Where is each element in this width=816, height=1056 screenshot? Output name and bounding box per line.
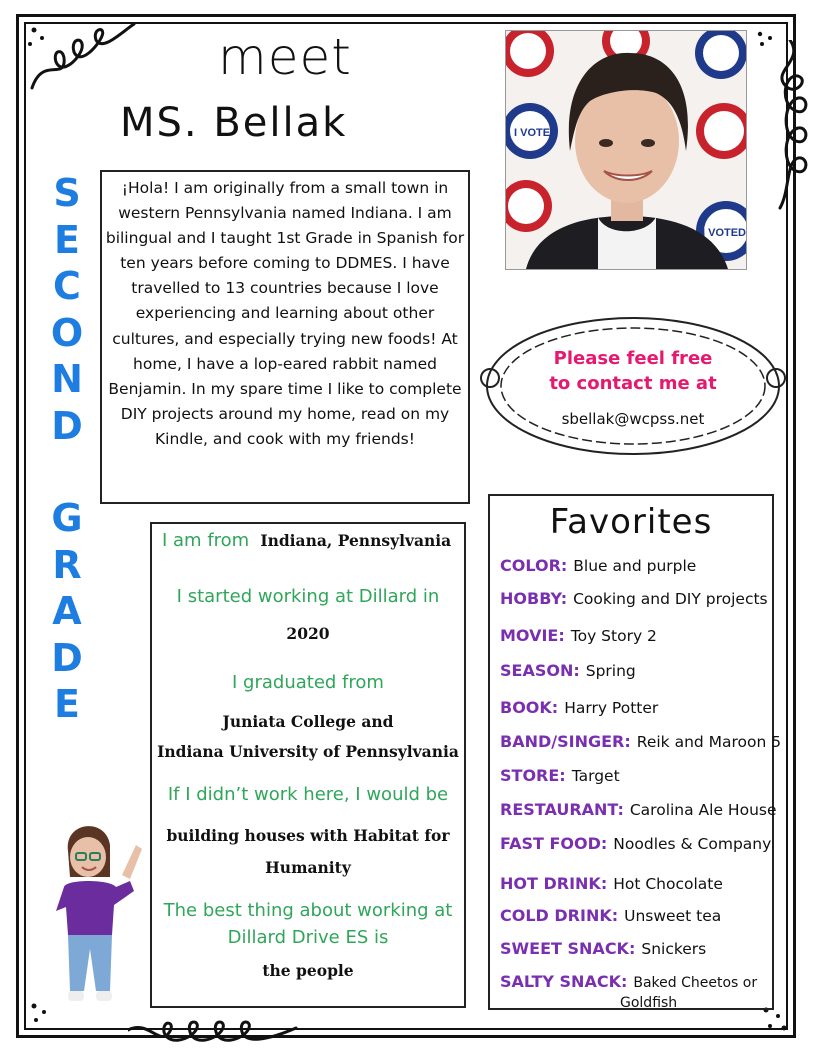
favorites-title: Favorites [549,502,713,542]
favorite-value: Snickers [641,940,707,958]
banner-letter: E [54,682,80,726]
banner-letter: S [53,171,81,215]
favorite-value: Blue and purple [573,557,697,575]
favorite-item [500,766,620,785]
favorite-value: Spring [585,662,636,680]
favorites-box [488,494,782,1011]
favorite-label: SALTY SNACK: [500,972,628,991]
fact-started-answer: 2020 [286,624,330,643]
portrait-illustration [506,31,746,269]
favorite-value: Noodles & Company [613,835,772,853]
favorite-label: SEASON: [500,661,580,680]
favorite-label: COLOR: [500,556,568,575]
bitmoji-avatar [50,815,142,1015]
favorite-label: RESTAURANT: [500,800,624,819]
banner-letter: D [51,403,83,448]
favorite-label: HOT DRINK: [500,874,608,893]
banner-letter: A [52,589,82,633]
teacher-photo [505,30,747,270]
fact-from [162,530,474,551]
favorite-item [500,698,658,717]
contact-heading [480,346,786,396]
banner-letter: R [52,542,82,587]
banner-letter: O [50,310,84,355]
teacher-name-heading: MS. Bellak [120,100,348,146]
loop-doodle-top-left [22,18,142,98]
bio-paragraph: ¡Hola! I am originally from a small town in western Pennsylvania named Indiana. I am bilingual and I taught 1st Grade in Spanish for ten years before coming to DDMES. I have travelled to 13 countries because I love experiencing and learning about other cultures, and especially trying new foods! At home, I have a lop-eared rabbit named Benjamin. In my spare time I like to complete DIY projects around my home, read on my Kindle, and cook with my friends! [100,170,470,504]
banner-letter: E [54,217,80,262]
favorite-item [500,972,757,991]
favorite-value: Cooking and DIY projects [573,590,768,608]
fact-best-prompt-1: The best thing about working at [163,900,453,921]
poster-text: I VOTED [514,127,559,139]
fact-alt-prompt: If I didn’t work here, I would be [167,784,449,805]
loop-doodle-right [770,40,814,210]
favorite-item-continued [620,992,677,1011]
favorite-label: MOVIE: [500,626,565,645]
favorite-item [500,906,721,925]
favorite-label: BOOK: [500,698,559,717]
fact-started-prompt: I started working at Dillard in [176,586,440,607]
favorite-item [500,556,696,575]
favorite-item [500,589,768,608]
favorite-value: Harry Potter [564,699,659,717]
favorite-item [500,661,636,680]
favorite-value: Target [571,767,620,785]
favorite-value: Hot Chocolate [613,875,723,893]
banner-letter: G [51,496,83,540]
favorite-label: BAND/SINGER: [500,732,631,751]
favorite-value: Carolina Ale House [629,801,777,819]
favorite-label: FAST FOOD: [500,834,608,853]
second-grade-banner [44,170,90,728]
loop-doodle-bottom [128,1010,298,1050]
favorite-label: STORE: [500,766,566,785]
fact-best-prompt-2: Dillard Drive ES is [227,927,389,948]
favorite-item [500,874,723,893]
favorite-value: Reik and Maroon 5 [636,733,782,751]
contact-email[interactable]: sbellak@wcpss.net [561,410,705,428]
fact-best-answer: the people [262,961,354,980]
fact-from-answer: Indiana, Pennsylvania [260,531,452,550]
contact-bubble [480,310,786,460]
fact-graduated-answer-2: Indiana University of Pennsylvania [157,742,459,761]
fact-graduated-answer-1: Juniata College and [222,712,394,731]
favorite-item [500,800,777,819]
favorite-item [500,626,657,645]
favorite-item [500,732,781,751]
favorite-item [500,939,706,958]
banner-letter: N [51,357,83,401]
fact-from-prompt: I am from [162,530,250,551]
favorite-value: Baked Cheetos or [633,975,758,991]
favorite-label: SWEET SNACK: [500,939,636,958]
favorite-label: HOBBY: [500,589,568,608]
favorite-label: COLD DRINK: [500,906,619,925]
fact-graduated-prompt: I graduated from [232,672,384,693]
meet-heading: meet [218,28,352,86]
fact-alt-answer-1: building houses with Habitat for [166,826,450,845]
banner-letter: D [51,635,83,680]
poster-text-2: I VOTED [702,227,746,239]
favorite-item [500,834,771,853]
contact-heading-line1: Please feel free [553,348,713,369]
fact-alt-answer-2: Humanity [265,858,351,877]
dots-doodle-top-right [752,26,778,52]
favorite-value: Toy Story 2 [570,627,657,645]
favorite-value: Unsweet tea [624,907,722,925]
favorite-value: Goldfish [620,995,678,1011]
facts-box [150,522,466,1008]
banner-letter: C [53,264,81,308]
contact-heading-line2: to contact me at [549,373,717,394]
